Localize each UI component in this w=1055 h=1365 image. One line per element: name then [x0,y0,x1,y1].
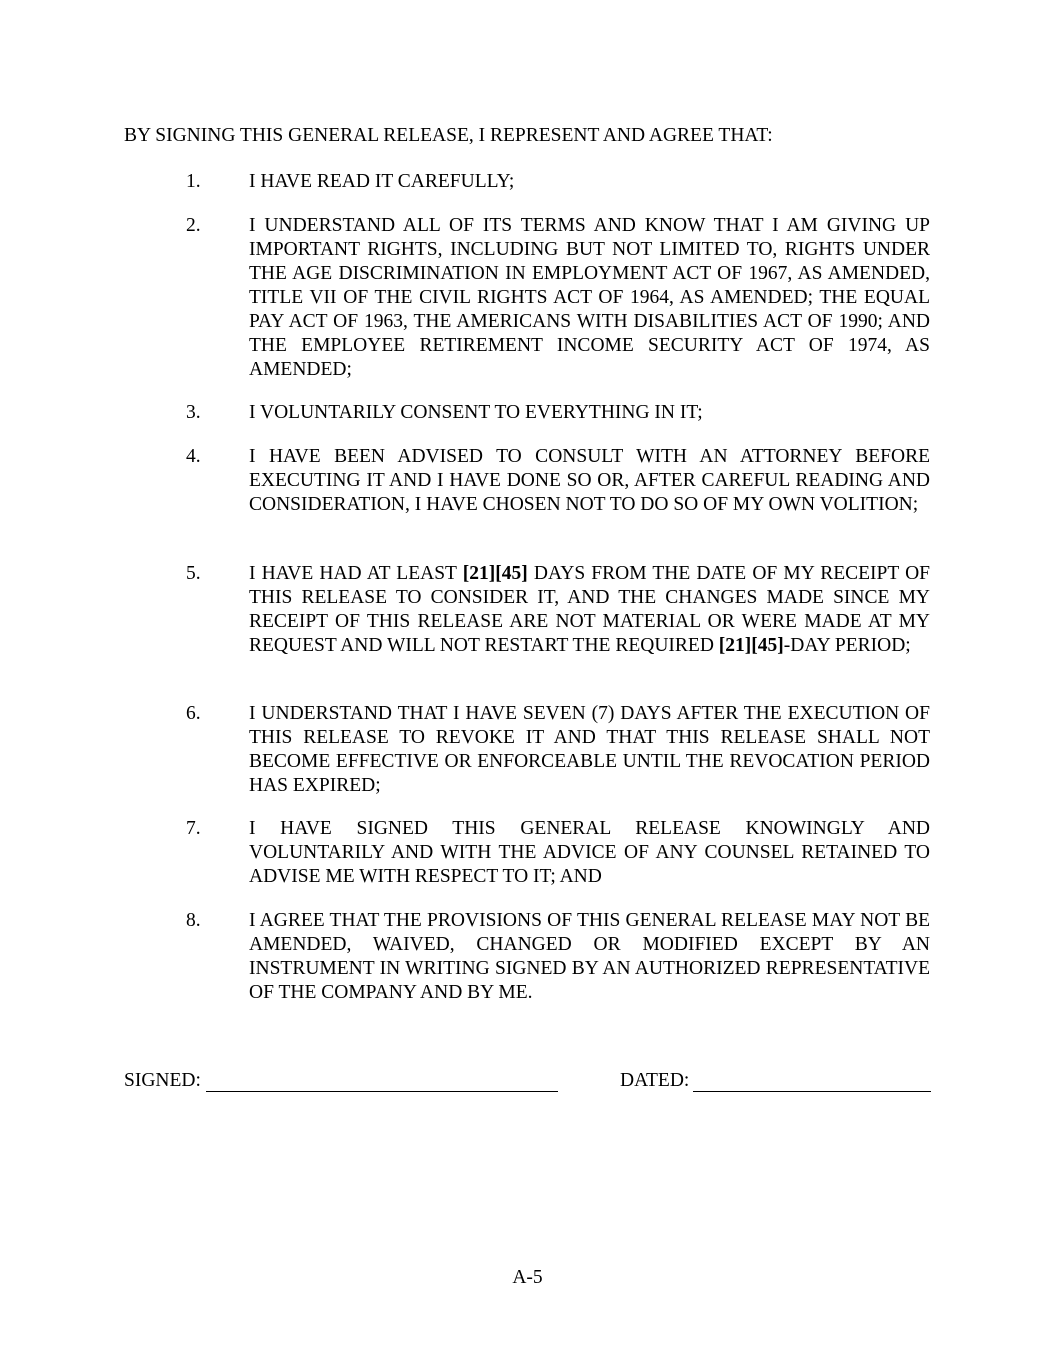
signed-label: SIGNED: [124,1070,201,1091]
page-number: A-5 [512,1267,543,1288]
item-number: 3. [186,402,201,423]
item-text: I UNDERSTAND ALL OF ITS TERMS AND KNOW THAT I AM GIVING UP IMPORTANT RIGHTS, INCLUDING BUT NOT LIMITED TO, RIGHTS UNDER THE AGE DISCRIMINATION IN EMPLOYMENT ACT OF 1967, AS AMENDED, TITLE VII OF THE CIVIL RIGHTS ACT OF 1964, AS AMENDED; THE EQUAL PAY ACT OF 1963, THE AMERICANS WITH DISABILITIES ACT OF 1990; AND THE EMPLOYEE RETIREMENT INCOME SECURITY ACT OF 1974, AS AMENDED; [249,215,930,380]
item-text: I HAVE READ IT CAREFULLY; [249,171,515,192]
item-number: 2. [186,215,201,236]
item-text: I HAVE SIGNED THIS GENERAL RELEASE KNOWINGLY AND VOLUNTARILY AND WITH THE ADVICE OF ANY COUNSEL RETAINED TO ADVISE ME WITH RESPECT TO IT; AND [249,818,930,887]
date-line[interactable] [693,1091,931,1092]
item-number: 4. [186,446,201,467]
signature-line[interactable] [206,1091,558,1092]
item-text-part: DAYS FROM THE DATE OF MY RECEIPT OF THIS RELEASE TO CONSIDER IT, AND THE CHANGES MADE SINCE MY RECEIPT OF THIS RELEASE ARE NOT MATERIAL OR WERE MADE AT MY REQUEST AND WILL NOT RESTART THE REQUIRED [249,563,930,656]
bracketed-days-option: [21][45] [718,635,784,656]
item-text: I UNDERSTAND THAT I HAVE SEVEN (7) DAYS AFTER THE EXECUTION OF THIS RELEASE TO REVOKE IT AND THAT THIS RELEASE SHALL NOT BECOME EFFECTIVE OR ENFORCEABLE UNTIL THE REVOCATION PERIOD HAS EXPIRED; [249,703,930,796]
item-number: 7. [186,818,201,839]
item-text: I VOLUNTARILY CONSENT TO EVERYTHING IN IT; [249,402,703,423]
intro-statement: BY SIGNING THIS GENERAL RELEASE, I REPRESENT AND AGREE THAT: [124,125,773,146]
item-text: I AGREE THAT THE PROVISIONS OF THIS GENERAL RELEASE MAY NOT BE AMENDED, WAIVED, CHANGED OR MODIFIED EXCEPT BY AN INSTRUMENT IN WRITING SIGNED BY AN AUTHORIZED REPRESENTATIVE OF THE COMPANY AND BY ME. [249,910,930,1003]
item-text: I HAVE BEEN ADVISED TO CONSULT WITH AN ATTORNEY BEFORE EXECUTING IT AND I HAVE DONE SO OR, AFTER CAREFUL READING AND CONSIDERATION, I HAVE CHOSEN NOT TO DO SO OF MY OWN VOLITION; [249,446,930,515]
item-number: 8. [186,910,201,931]
item-number: 6. [186,703,201,724]
item-number: 5. [186,563,201,584]
item-text [249,562,930,658]
signature-block [124,1069,932,1099]
item-number: 1. [186,171,201,192]
item-text-part: I HAVE HAD AT LEAST [249,563,463,584]
item-text-part: -DAY PERIOD; [783,635,911,656]
bracketed-days-option: [21][45] [462,563,528,584]
dated-label: DATED: [620,1070,690,1091]
